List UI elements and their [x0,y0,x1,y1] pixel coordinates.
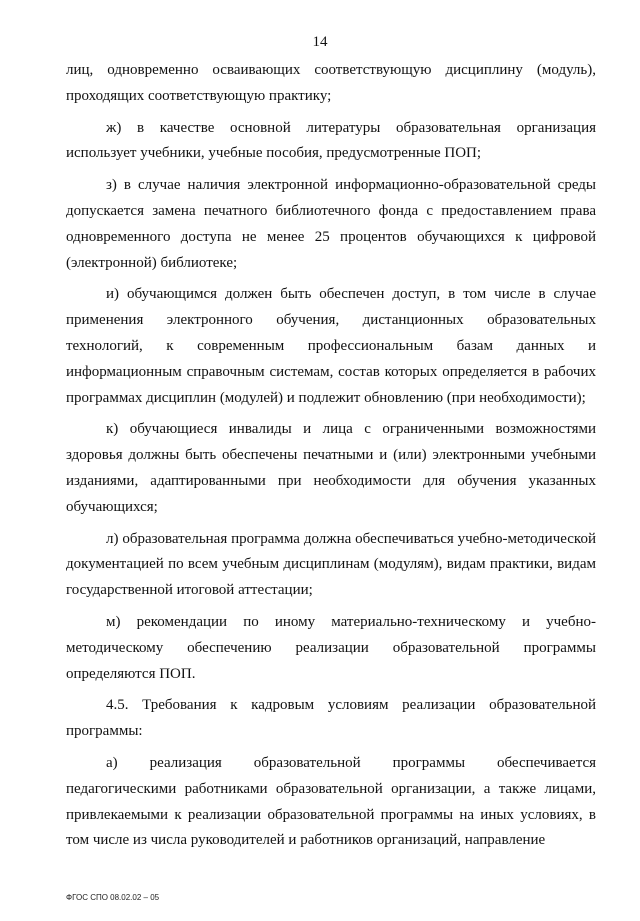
document-body [66,58,596,860]
section-heading-4-5: 4.5. Требования к кадровым условиям реализации образовательной программы: [66,697,596,740]
paragraph-a: а) реализация образовательной программы обеспечивается педагогическими работниками образовательной организации, а также лицами, привлекаемыми к реализации образовательной программы на иных условиях, в том числе из числа руководителей и работников организаций, направление [66,754,596,849]
footer-document-code: ФГОС СПО 08.02.02 – 05 [66,893,160,902]
paragraph-i: и) обучающимся должен быть обеспечен доступ, в том числе в случае применения электронного обучения, дистанционных образовательных технологий, к современным профессиональным базам данных и информационным справочным системам, состав которых определяется в рабочих программах дисциплин (модулей) и подлежит обновлению (при необходимости); [66,286,596,406]
page-number: 14 [312,34,328,50]
paragraph-m: м) рекомендации по иному материально-техническому и учебно-методическому обеспечению реализации образовательной программы определяются ПОП. [66,613,596,682]
paragraph-l: л) образовательная программа должна обеспечиваться учебно-методической документацией по всем учебным дисциплинам (модулям), видам практики, видам государственной итоговой аттестации; [66,530,596,599]
paragraph-z: з) в случае наличия электронной информационно-образовательной среды допускается замена печатного библиотечного фонда с предоставлением права одновременного доступа не менее 25 процентов обучающихся к цифровой (электронной) библиотеке; [66,177,596,271]
paragraph-zh: ж) в качестве основной литературы образовательная организация использует учебники, учебные пособия, предусмотренные ПОП; [66,119,596,162]
paragraph-continuation: лиц, одновременно осваивающих соответствующую дисциплину (модуль), проходящих соответствующую практику; [66,62,596,104]
paragraph-k: к) обучающиеся инвалиды и лица с ограниченными возможностями здоровья должны быть обеспечены печатными и (или) электронными учебными изданиями, адаптированными при необходимости для обучения указанных обучающихся; [66,421,596,515]
